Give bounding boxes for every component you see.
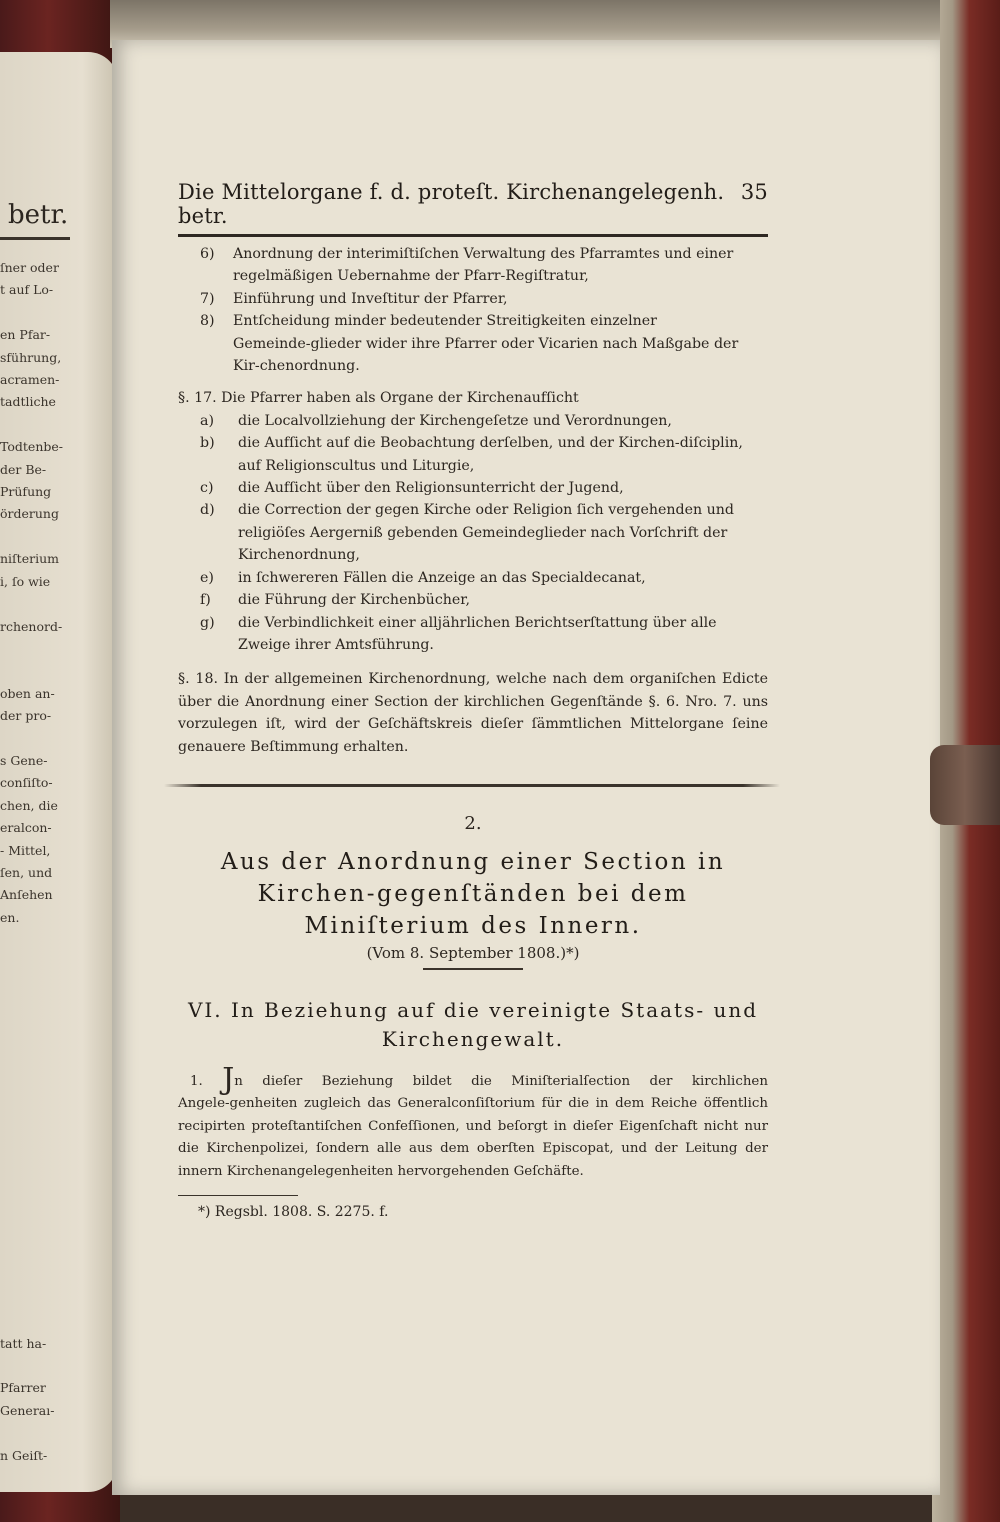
left-page-line: Generaı‑ [0, 1402, 55, 1418]
list-item [178, 567, 768, 589]
left-page-line: ſen, und [0, 864, 53, 880]
left-page-line [0, 526, 110, 548]
left-page-line: chen, die [0, 797, 58, 813]
list-item [178, 499, 768, 566]
left-page-line [0, 1265, 110, 1287]
left-page-line [0, 1108, 110, 1130]
left-page-line: Todtenbe‑ [0, 439, 63, 455]
item-text: die Aufſicht über den Religionsunterricht der Jugend, [238, 480, 624, 497]
left-page-line [0, 996, 110, 1018]
left-page-line: niſterium [0, 551, 59, 567]
left-page-line: n Geiſt‑ [0, 1447, 48, 1463]
item-label: e) [200, 569, 214, 586]
page-number: 35 [740, 180, 768, 204]
subsection-title: VI. In Beziehung auf die vereinigte Staats‑ und Kirchengewalt. [187, 997, 759, 1051]
list-item [178, 432, 768, 477]
left-page-line [0, 302, 110, 324]
list-item [178, 288, 768, 310]
left-page-line [0, 1064, 110, 1086]
left-page-line: tadtliche [0, 394, 56, 410]
left-page-line [0, 1019, 110, 1041]
left-page-line [0, 929, 110, 951]
running-header [178, 180, 768, 228]
item-label: 6) [200, 246, 215, 262]
left-page-line [0, 1198, 110, 1220]
left-page-line [0, 974, 110, 996]
list-item [178, 410, 768, 432]
list-item [178, 310, 768, 377]
left-page-line [0, 1310, 110, 1332]
left-page-header: betr. [8, 200, 69, 230]
item-label: f) [200, 592, 211, 609]
footnote: *) Regsbl. 1808. S. 2275. f. [198, 1203, 389, 1220]
left-page-line: Anſehen [0, 887, 53, 903]
footnote-rule [178, 1195, 298, 1196]
page-content [178, 180, 768, 1220]
left-page-line: der Be‑ [0, 461, 47, 477]
left-page-line: Pfarrer [0, 1380, 46, 1396]
left-page-line [0, 1153, 110, 1175]
left-page-line: oben an‑ [0, 685, 55, 701]
left-page-line [0, 414, 110, 436]
section-date: (Vom 8. September 1808.)*) [366, 943, 580, 962]
left-page-line: rchenord‑ [0, 618, 63, 634]
left-page-line: sführung, [0, 349, 62, 365]
section-separator [164, 784, 780, 787]
left-page-line [0, 1243, 110, 1265]
paragraph-17-head: §. 17. Die Pfarrer haben als Organe der Kirchenaufſicht [178, 390, 579, 407]
left-page [0, 52, 118, 1492]
top-list [178, 243, 768, 377]
left-page-line: en. [0, 909, 20, 925]
left-page-line: der pro‑ [0, 708, 52, 724]
item-label: 8) [200, 313, 215, 330]
left-page-line [0, 638, 110, 660]
left-page-line: en Pfar‑ [0, 327, 51, 343]
item-label: d) [200, 502, 215, 519]
left-page-rule [0, 237, 70, 240]
left-page-text [0, 257, 110, 1467]
item-text: in ſchwereren Fällen die Anzeige an das Specialdecanat, [238, 569, 646, 586]
item-text: Anordnung der interimiſtiſchen Verwaltung des Pfarramtes und einer regelmäßigen Uebernahme der Pfarr‑Regiſtratur, [233, 246, 734, 285]
left-page-line [0, 1422, 110, 1444]
list-item [178, 589, 768, 611]
left-page-line [0, 1288, 110, 1310]
item-label: 7) [200, 290, 215, 307]
left-page-line [0, 1131, 110, 1153]
left-page-line [0, 952, 110, 974]
left-page-line: conſiſto‑ [0, 775, 53, 791]
item-label: a) [200, 412, 214, 429]
left-page-line [0, 1176, 110, 1198]
left-page-line: tatt ha‑ [0, 1335, 47, 1351]
short-rule [423, 968, 523, 970]
left-page-line [0, 1355, 110, 1377]
section-number: 2. [464, 812, 482, 834]
left-page-line: ſner oder [0, 260, 59, 275]
left-page-line: örderung [0, 506, 59, 522]
left-page-line [0, 1220, 110, 1242]
drop-cap: J [222, 1061, 235, 1097]
list-item [178, 612, 768, 657]
item-label: b) [200, 435, 215, 452]
item-text: die Correction der gegen Kirche oder Religion ſich vergehenden und religiöſes Aergerniß gebenden Gemeindeglieder nach Vorſchrift der Kirchenordnung, [238, 502, 735, 564]
running-title: Die Mittelorgane f. d. proteſt. Kirchenangelegenh. betr. [178, 180, 725, 228]
list-item [178, 243, 768, 288]
left-page-line [0, 728, 110, 750]
left-page-line [0, 593, 110, 615]
body-lead: 1. [190, 1073, 203, 1089]
item-text: Entſcheidung minder bedeutender Streitigkeiten einzelner Gemeinde‑glieder wider ihre Pfarrer oder Vicarien nach Maßgabe der Kir‑chenordnung. [233, 313, 739, 375]
left-page-line: eralcon‑ [0, 820, 52, 836]
bookmark-ribbon [930, 745, 1000, 825]
item-label: c) [200, 480, 214, 497]
section-title: Aus der Anordnung einer Section in Kirchen‑gegenſtänden bei dem Miniſterium des Innern. [220, 848, 726, 939]
left-page-line: s Gene‑ [0, 752, 48, 768]
paragraph-18: §. 18. In der allgemeinen Kirchenordnung, welche nach dem organiſchen Edicte über die Anordnung einer Section der kirchlichen Gegenſtände §. 6. Nro. 7. uns vorzulegen iſt, wird der Geſchäftskreis dieſer ſämmtlichen Mittelorgane ſeine genauere Beſtimmung erhalten. [178, 671, 768, 755]
left-page-line [0, 1086, 110, 1108]
body-paragraph [178, 1061, 768, 1183]
item-text: die Verbindlichkeit einer alljährlichen Berichtserſtattung über alle Zweige ihrer Amtsführung. [238, 614, 717, 653]
left-page-line: i, ſo wie [0, 573, 51, 589]
left-page-line [0, 1041, 110, 1063]
item-text: die Localvollziehung der Kirchengeſetze und Verordnungen, [238, 412, 672, 429]
header-rule [178, 234, 768, 237]
left-page-line: acramen‑ [0, 372, 60, 388]
list-item [178, 477, 768, 499]
item-label: g) [200, 614, 215, 631]
paragraph-17-list [178, 410, 768, 656]
body-text: n dieſer Beziehung bildet die Miniſterialſection der kirchlichen Angele‑genheiten zugleich das Generalconſiſtorium für die in dem Reiche öffentlich recipirten proteſtantiſchen Confeſſionen, und beſorgt in dieſer Eigenſchaft nicht nur die Kirchenpolizei, ſondern alle aus dem oberſten Episcopat, und der Leitung der innern Kirchenangelegenheiten hervorgehenden Geſchäfte. [178, 1073, 768, 1179]
left-page-line: Prüfung [0, 484, 52, 500]
item-text: die Führung der Kirchenbücher, [238, 592, 471, 609]
item-text: Einführung und Inveſtitur der Pfarrer, [233, 290, 508, 307]
item-text: die Aufſicht auf die Beobachtung derſelben, und der Kirchen‑diſciplin, auf Religionscultus und Liturgie, [238, 435, 743, 474]
left-page-line [0, 660, 110, 682]
left-page-line: t auf Lo‑ [0, 282, 54, 298]
left-page-line: - Mittel, [0, 842, 51, 858]
